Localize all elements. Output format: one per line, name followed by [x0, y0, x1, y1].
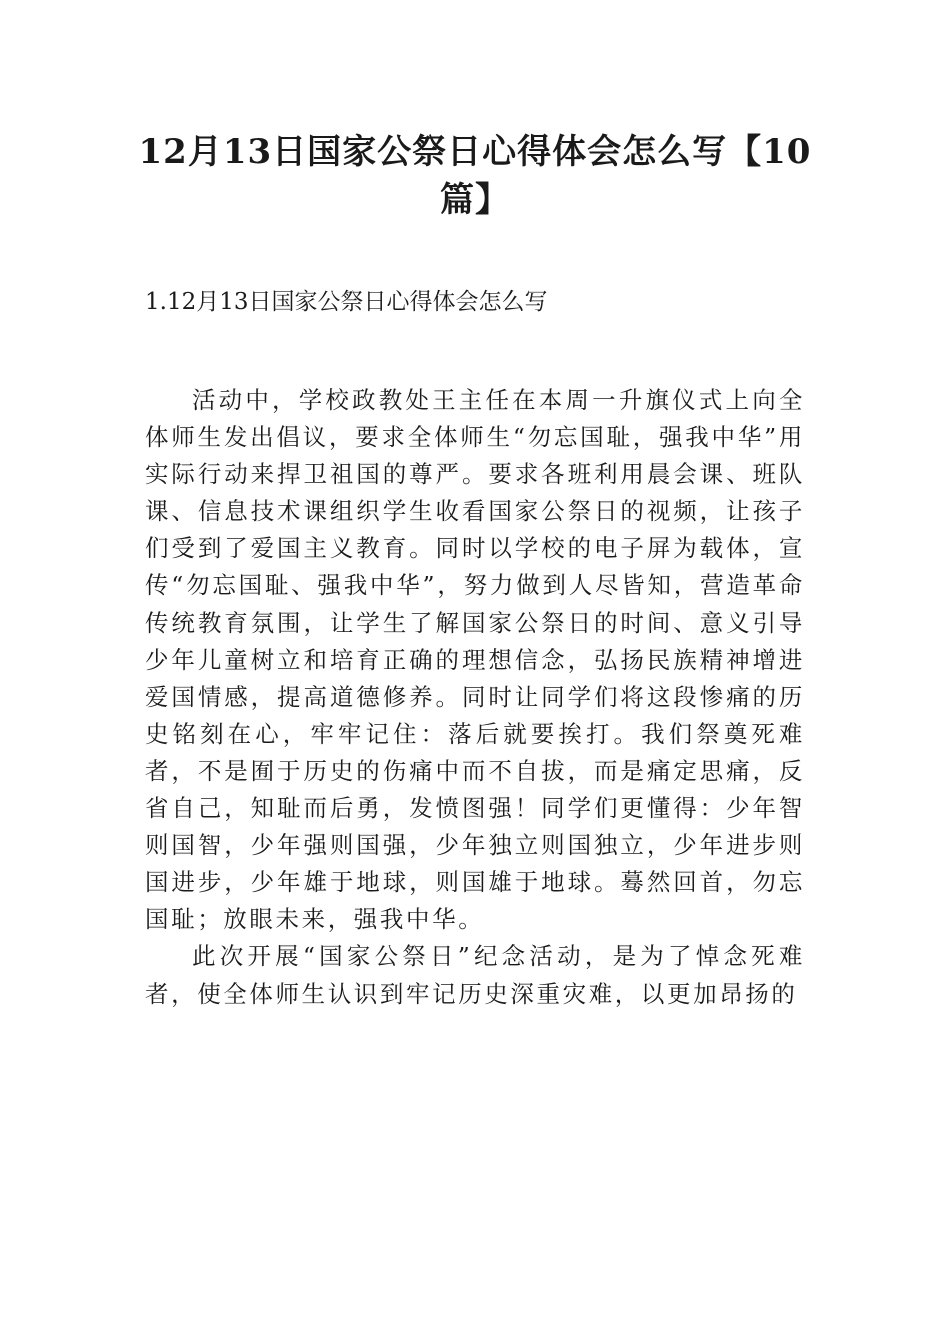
body-paragraph: 此次开展“国家公祭日”纪念活动，是为了悼念死难者，使全体师生认识到牢记历史深重灾难，以更加昂扬的	[145, 942, 805, 1008]
document-body	[145, 382, 805, 1013]
section-heading: 1.12月13日国家公祭日心得体会怎么写	[145, 289, 548, 315]
document-title: 12月13日国家公祭日心得体会怎么写【10篇】	[138, 132, 812, 220]
body-paragraph: 活动中，学校政教处王主任在本周一升旗仪式上向全体师生发出倡议，要求全体师生“勿忘国耻，强我中华”用实际行动来捍卫祖国的尊严。要求各班利用晨会课、班队课、信息技术课组织学生收看国家公祭日的视频，让孩子们受到了爱国主义教育。同时以学校的电子屏为载体，宣传“勿忘国耻、强我中华”，努力做到人尽皆知，营造革命传统教育氛围，让学生了解国家公祭日的时间、意义引导少年儿童树立和培育正确的理想信念，弘扬民族精神增进爱国情感，提高道德修养。同时让同学们将这段惨痛的历史铭刻在心，牢牢记住：落后就要挨打。我们祭奠死难者，不是囿于历史的伤痛中而不自拔，而是痛定思痛，反省自己，知耻而后勇，发愤图强！同学们更懂得：少年智则国智，少年强则国强，少年独立则国独立，少年进步则国进步，少年雄于地球，则国雄于地球。蓦然回首，勿忘国耻；放眼未来，强我中华。	[145, 386, 805, 934]
